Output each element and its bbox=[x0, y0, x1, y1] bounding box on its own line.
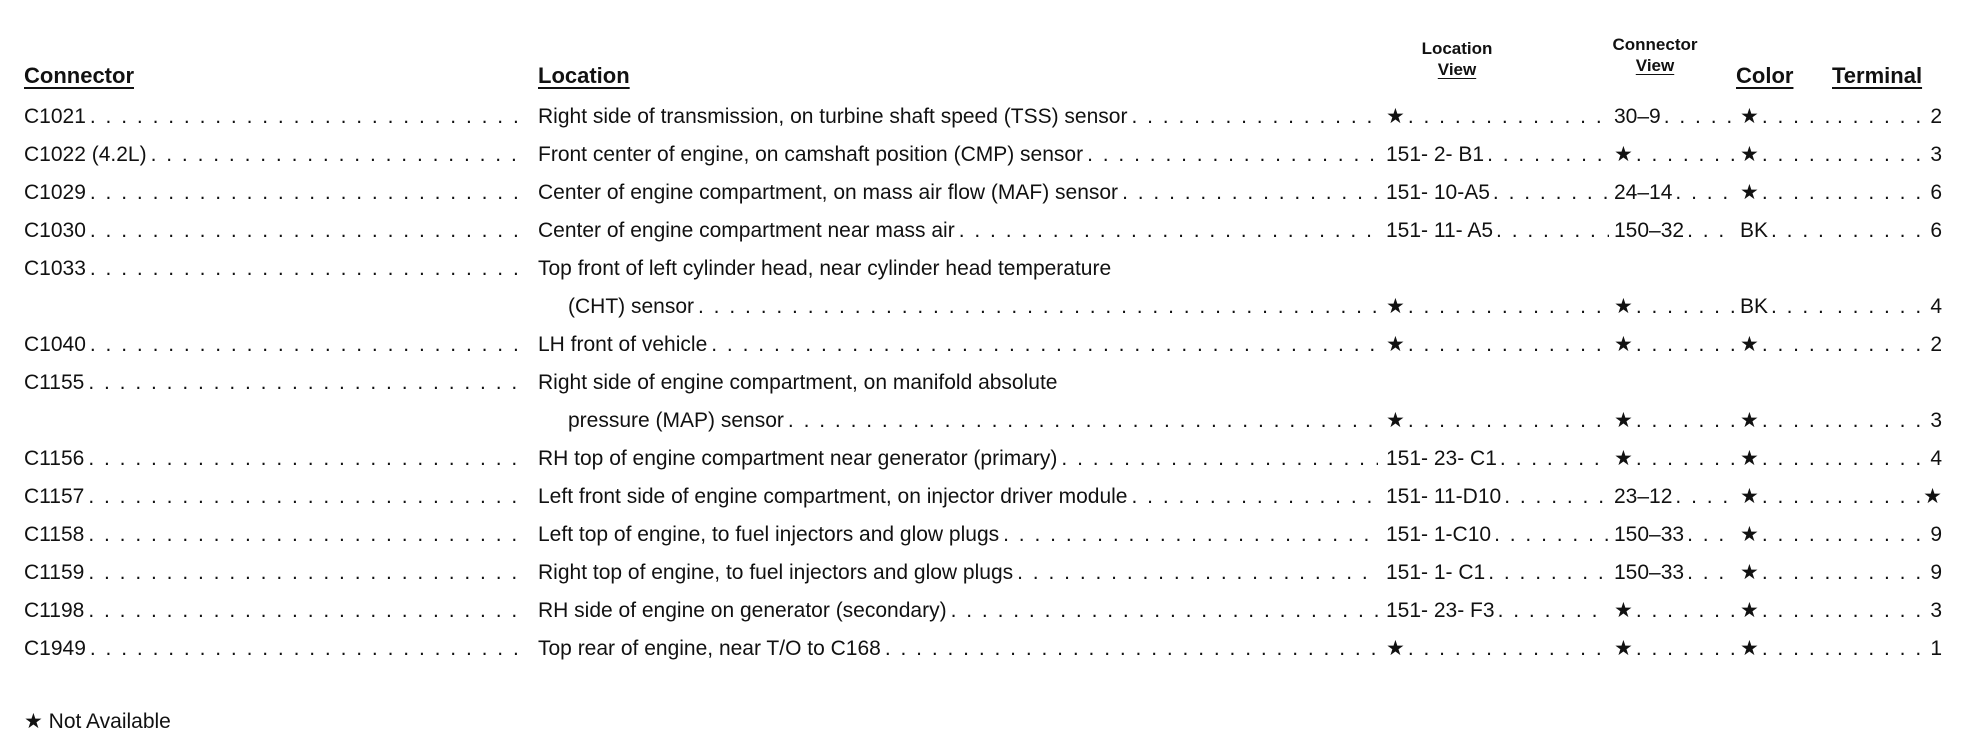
dot-leader bbox=[1687, 516, 1735, 554]
dot-leader bbox=[1131, 478, 1378, 516]
cell-terminal-text: 2 bbox=[1930, 333, 1942, 356]
dot-leader bbox=[88, 478, 526, 516]
cell-terminal-text: 4 bbox=[1930, 295, 1942, 318]
dot-leader bbox=[1636, 288, 1735, 326]
dot-leader bbox=[698, 288, 1378, 326]
cell-color-text: BK bbox=[1740, 295, 1769, 318]
cell-location-view bbox=[1386, 554, 1612, 592]
dot-leader bbox=[1837, 326, 1927, 364]
cell-connector bbox=[24, 174, 530, 212]
cell-location-view bbox=[1386, 326, 1612, 364]
cell-location bbox=[538, 630, 1382, 668]
cell-connector-view bbox=[1614, 212, 1738, 250]
cell-connector bbox=[24, 478, 530, 516]
cell-color-text: ★ bbox=[1740, 143, 1759, 166]
dot-leader bbox=[1762, 478, 1829, 516]
cell-location bbox=[538, 592, 1382, 630]
cell-terminal-text: 9 bbox=[1930, 523, 1942, 546]
header-connector-view bbox=[1590, 34, 1720, 76]
cell-terminal bbox=[1834, 554, 1942, 592]
dot-leader bbox=[1131, 98, 1378, 136]
cell-connector bbox=[24, 630, 530, 668]
cell-color-text: ★ bbox=[1740, 181, 1759, 204]
cell-location bbox=[538, 250, 1382, 288]
header-terminal: Terminal bbox=[1832, 63, 1923, 88]
cell-connector-text: C1029 bbox=[24, 181, 86, 204]
header-location-view bbox=[1392, 38, 1522, 80]
table-row bbox=[0, 288, 1962, 326]
table-row bbox=[0, 174, 1962, 212]
cell-connector bbox=[24, 212, 530, 250]
header-connector: Connector bbox=[24, 63, 134, 88]
dot-leader bbox=[1636, 440, 1735, 478]
cell-color bbox=[1740, 326, 1832, 364]
cell-location-text: Right top of engine, to fuel injectors and glow plugs bbox=[538, 561, 1014, 584]
table-row bbox=[0, 402, 1962, 440]
cell-color bbox=[1740, 212, 1832, 250]
cell-connector-text: C1033 bbox=[24, 257, 86, 280]
cell-terminal bbox=[1834, 478, 1942, 516]
cell-location-text: Center of engine compartment, on mass air flow (MAF) sensor bbox=[538, 181, 1119, 204]
cell-location-view-text: 151- 1-C10 bbox=[1386, 523, 1492, 546]
cell-color-text: ★ bbox=[1740, 105, 1759, 128]
cell-location-text: Top rear of engine, near T/O to C168 bbox=[538, 637, 881, 660]
cell-connector-view-text: ★ bbox=[1614, 143, 1633, 166]
cell-connector-text: C1198 bbox=[24, 599, 85, 622]
cell-location bbox=[538, 554, 1382, 592]
cell-connector-text: C1159 bbox=[24, 561, 85, 584]
table-row bbox=[0, 554, 1962, 592]
cell-color bbox=[1740, 516, 1832, 554]
dot-leader bbox=[1122, 174, 1378, 212]
table-row bbox=[0, 364, 1962, 402]
dot-leader bbox=[1636, 326, 1735, 364]
dot-leader bbox=[1017, 554, 1378, 592]
table-row bbox=[0, 516, 1962, 554]
header-location-view-top: Location bbox=[1421, 39, 1493, 58]
dot-leader bbox=[1837, 478, 1920, 516]
cell-connector-text: C1949 bbox=[24, 637, 86, 660]
dot-leader bbox=[1496, 212, 1609, 250]
cell-terminal-text: 3 bbox=[1930, 409, 1942, 432]
dot-leader bbox=[1498, 592, 1609, 630]
footnote-not-available: ★ Not Available bbox=[24, 710, 171, 733]
cell-location-view-text: 151- 2- B1 bbox=[1386, 143, 1485, 166]
cell-connector-view bbox=[1614, 402, 1738, 440]
cell-connector-view-text: ★ bbox=[1614, 447, 1633, 470]
cell-connector-view bbox=[1614, 440, 1738, 478]
cell-connector bbox=[24, 326, 530, 364]
dot-leader bbox=[90, 212, 526, 250]
cell-connector-text: C1021 bbox=[24, 105, 86, 128]
cell-location bbox=[538, 478, 1382, 516]
dot-leader bbox=[88, 592, 526, 630]
cell-connector-view-text: 150–32 bbox=[1614, 219, 1685, 242]
dot-leader bbox=[1675, 478, 1735, 516]
cell-location-view-text: 151- 11-D10 bbox=[1386, 485, 1502, 508]
cell-location-view-text: ★ bbox=[1386, 637, 1405, 660]
cell-location-text: (CHT) sensor bbox=[568, 295, 695, 318]
cell-color-text: ★ bbox=[1740, 447, 1759, 470]
cell-location-view-text: ★ bbox=[1386, 105, 1405, 128]
dot-leader bbox=[1762, 136, 1829, 174]
cell-location-text: Right side of engine compartment, on manifold absolute bbox=[538, 371, 1058, 394]
dot-leader bbox=[951, 592, 1378, 630]
cell-location-view bbox=[1386, 288, 1612, 326]
dot-leader bbox=[1408, 98, 1609, 136]
cell-terminal bbox=[1834, 288, 1942, 326]
cell-connector bbox=[24, 250, 530, 288]
cell-connector-view bbox=[1614, 136, 1738, 174]
cell-terminal-text: 2 bbox=[1930, 105, 1942, 128]
dot-leader bbox=[1762, 516, 1829, 554]
dot-leader bbox=[1837, 440, 1927, 478]
dot-leader bbox=[1837, 592, 1927, 630]
cell-location-text: LH front of vehicle bbox=[538, 333, 708, 356]
cell-connector-view-text: 150–33 bbox=[1614, 561, 1685, 584]
dot-leader bbox=[88, 516, 526, 554]
dot-leader bbox=[1837, 516, 1927, 554]
dot-leader bbox=[1664, 98, 1735, 136]
dot-leader bbox=[90, 250, 526, 288]
dot-leader bbox=[1762, 98, 1829, 136]
cell-location bbox=[538, 174, 1382, 212]
dot-leader bbox=[1003, 516, 1378, 554]
cell-location-text: Left top of engine, to fuel injectors and glow plugs bbox=[538, 523, 1000, 546]
cell-color-text: BK bbox=[1740, 219, 1769, 242]
cell-connector-view bbox=[1614, 592, 1738, 630]
dot-leader bbox=[1762, 554, 1829, 592]
dot-leader bbox=[1636, 592, 1735, 630]
cell-terminal bbox=[1834, 402, 1942, 440]
dot-leader bbox=[1675, 174, 1735, 212]
cell-color-text: ★ bbox=[1740, 409, 1759, 432]
cell-connector-view bbox=[1614, 630, 1738, 668]
cell-location-view bbox=[1386, 212, 1612, 250]
cell-color bbox=[1740, 98, 1832, 136]
cell-connector bbox=[24, 98, 530, 136]
dot-leader bbox=[1837, 174, 1927, 212]
dot-leader bbox=[1493, 174, 1609, 212]
cell-terminal bbox=[1834, 212, 1942, 250]
dot-leader bbox=[1504, 478, 1609, 516]
header-color: Color bbox=[1736, 63, 1794, 88]
cell-connector-view-text: 30–9 bbox=[1614, 105, 1661, 128]
dot-leader bbox=[1487, 136, 1609, 174]
dot-leader bbox=[1837, 98, 1927, 136]
cell-color-text: ★ bbox=[1740, 523, 1759, 546]
header-connector-view-top: Connector bbox=[1612, 35, 1698, 54]
dot-leader bbox=[1837, 212, 1927, 250]
cell-connector-text: C1155 bbox=[24, 371, 85, 394]
cell-location-text: Left front side of engine compartment, on injector driver module bbox=[538, 485, 1128, 508]
dot-leader bbox=[1408, 288, 1609, 326]
cell-connector bbox=[24, 516, 530, 554]
cell-terminal-text: ★ bbox=[1923, 485, 1942, 508]
cell-location-text: Front center of engine, on camshaft position (CMP) sensor bbox=[538, 143, 1084, 166]
dot-leader bbox=[1636, 630, 1735, 668]
cell-color-text: ★ bbox=[1740, 637, 1759, 660]
dot-leader bbox=[1762, 440, 1829, 478]
dot-leader bbox=[1837, 554, 1927, 592]
dot-leader bbox=[1636, 136, 1735, 174]
table-row bbox=[0, 478, 1962, 516]
cell-terminal bbox=[1834, 98, 1942, 136]
cell-location-text: Center of engine compartment near mass air bbox=[538, 219, 955, 242]
cell-terminal-text: 3 bbox=[1930, 143, 1942, 166]
cell-location-view-text: ★ bbox=[1386, 409, 1405, 432]
cell-location-view-text: 151- 11- A5 bbox=[1386, 219, 1494, 242]
cell-connector-view-text: 23–12 bbox=[1614, 485, 1673, 508]
dot-leader bbox=[151, 136, 526, 174]
dot-leader bbox=[90, 98, 526, 136]
cell-terminal-text: 1 bbox=[1930, 637, 1942, 660]
cell-location-text: Top front of left cylinder head, near cylinder head temperature bbox=[538, 257, 1112, 280]
cell-connector-view bbox=[1614, 288, 1738, 326]
cell-connector-view bbox=[1614, 478, 1738, 516]
dot-leader bbox=[1762, 174, 1829, 212]
dot-leader bbox=[885, 630, 1378, 668]
cell-location-view-text: 151- 23- F3 bbox=[1386, 599, 1495, 622]
table-row bbox=[0, 212, 1962, 250]
cell-connector-view-text: 150–33 bbox=[1614, 523, 1685, 546]
table-row bbox=[0, 630, 1962, 668]
cell-connector bbox=[24, 554, 530, 592]
cell-color bbox=[1740, 440, 1832, 478]
cell-connector-view-text: ★ bbox=[1614, 409, 1633, 432]
dot-leader bbox=[1762, 630, 1829, 668]
cell-location-view bbox=[1386, 98, 1612, 136]
cell-location-view bbox=[1386, 478, 1612, 516]
header-connector-view-bottom: View bbox=[1635, 56, 1675, 75]
dot-leader bbox=[1687, 554, 1735, 592]
cell-location-view bbox=[1386, 440, 1612, 478]
cell-color-text: ★ bbox=[1740, 333, 1759, 356]
header-location: Location bbox=[538, 63, 630, 88]
dot-leader bbox=[1771, 212, 1829, 250]
cell-connector-view-text: 24–14 bbox=[1614, 181, 1673, 204]
cell-connector-text: C1156 bbox=[24, 447, 85, 470]
cell-connector-view-text: ★ bbox=[1614, 295, 1633, 318]
cell-color bbox=[1740, 630, 1832, 668]
cell-terminal bbox=[1834, 440, 1942, 478]
cell-connector-view-text: ★ bbox=[1614, 599, 1633, 622]
table-row bbox=[0, 326, 1962, 364]
cell-location-view-text: 151- 10-A5 bbox=[1386, 181, 1490, 204]
cell-color bbox=[1740, 136, 1832, 174]
dot-leader bbox=[1087, 136, 1378, 174]
cell-location-view-text: 151- 23- C1 bbox=[1386, 447, 1497, 470]
cell-connector bbox=[24, 592, 530, 630]
cell-terminal-text: 9 bbox=[1930, 561, 1942, 584]
cell-terminal-text: 3 bbox=[1930, 599, 1942, 622]
dot-leader bbox=[711, 326, 1378, 364]
cell-connector-view bbox=[1614, 516, 1738, 554]
dot-leader bbox=[959, 212, 1378, 250]
dot-leader bbox=[88, 440, 526, 478]
dot-leader bbox=[1762, 326, 1829, 364]
cell-terminal-text: 4 bbox=[1930, 447, 1942, 470]
cell-color-text: ★ bbox=[1740, 485, 1759, 508]
cell-location bbox=[538, 326, 1382, 364]
cell-location bbox=[568, 288, 1382, 326]
cell-connector-view bbox=[1614, 98, 1738, 136]
cell-location bbox=[538, 98, 1382, 136]
dot-leader bbox=[1408, 402, 1609, 440]
dot-leader bbox=[1837, 630, 1927, 668]
cell-terminal bbox=[1834, 136, 1942, 174]
dot-leader bbox=[1500, 440, 1609, 478]
table-row bbox=[0, 136, 1962, 174]
cell-location-view bbox=[1386, 402, 1612, 440]
dot-leader bbox=[1408, 326, 1609, 364]
cell-location bbox=[538, 136, 1382, 174]
cell-location-view-text: 151- 1- C1 bbox=[1386, 561, 1486, 584]
cell-color bbox=[1740, 554, 1832, 592]
cell-connector-view bbox=[1614, 174, 1738, 212]
table-row bbox=[0, 440, 1962, 478]
cell-connector-view bbox=[1614, 326, 1738, 364]
cell-location-view bbox=[1386, 516, 1612, 554]
cell-connector-text: C1158 bbox=[24, 523, 85, 546]
cell-terminal bbox=[1834, 326, 1942, 364]
header-location-view-bottom: View bbox=[1437, 60, 1477, 79]
cell-location-text: pressure (MAP) sensor bbox=[568, 409, 784, 432]
dot-leader bbox=[1687, 212, 1735, 250]
cell-terminal bbox=[1834, 630, 1942, 668]
cell-location bbox=[538, 212, 1382, 250]
dot-leader bbox=[90, 326, 526, 364]
cell-location-view bbox=[1386, 136, 1612, 174]
cell-color bbox=[1740, 592, 1832, 630]
cell-connector-text: C1157 bbox=[24, 485, 85, 508]
dot-leader bbox=[1771, 288, 1829, 326]
cell-connector bbox=[24, 364, 530, 402]
cell-location bbox=[538, 440, 1382, 478]
dot-leader bbox=[1762, 592, 1829, 630]
table-row bbox=[0, 98, 1962, 136]
cell-terminal bbox=[1834, 516, 1942, 554]
cell-location-view bbox=[1386, 630, 1612, 668]
cell-location bbox=[568, 402, 1382, 440]
cell-color bbox=[1740, 174, 1832, 212]
dot-leader bbox=[1494, 516, 1609, 554]
cell-connector bbox=[24, 440, 530, 478]
dot-leader bbox=[1488, 554, 1609, 592]
dot-leader bbox=[1636, 402, 1735, 440]
cell-connector-view-text: ★ bbox=[1614, 637, 1633, 660]
cell-terminal-text: 6 bbox=[1930, 219, 1942, 242]
cell-connector-text: C1030 bbox=[24, 219, 86, 242]
table-row bbox=[0, 250, 1962, 288]
cell-terminal bbox=[1834, 592, 1942, 630]
dot-leader bbox=[1837, 136, 1927, 174]
cell-connector bbox=[24, 136, 530, 174]
dot-leader bbox=[1837, 402, 1927, 440]
cell-location bbox=[538, 516, 1382, 554]
dot-leader bbox=[88, 364, 526, 402]
dot-leader bbox=[1061, 440, 1378, 478]
cell-connector-text: C1022 (4.2L) bbox=[24, 143, 147, 166]
cell-location-view bbox=[1386, 174, 1612, 212]
cell-location-text: RH side of engine on generator (secondary) bbox=[538, 599, 947, 622]
cell-connector-text: C1040 bbox=[24, 333, 86, 356]
cell-color-text: ★ bbox=[1740, 599, 1759, 622]
dot-leader bbox=[1837, 288, 1927, 326]
cell-location-view-text: ★ bbox=[1386, 295, 1405, 318]
cell-location bbox=[538, 364, 1382, 402]
cell-color bbox=[1740, 478, 1832, 516]
cell-terminal-text: 6 bbox=[1930, 181, 1942, 204]
dot-leader bbox=[788, 402, 1378, 440]
cell-location-text: RH top of engine compartment near generator (primary) bbox=[538, 447, 1058, 470]
dot-leader bbox=[90, 630, 526, 668]
table-row bbox=[0, 592, 1962, 630]
dot-leader bbox=[1762, 402, 1829, 440]
cell-terminal bbox=[1834, 174, 1942, 212]
cell-location-view-text: ★ bbox=[1386, 333, 1405, 356]
cell-location-text: Right side of transmission, on turbine shaft speed (TSS) sensor bbox=[538, 105, 1128, 128]
dot-leader bbox=[1408, 630, 1609, 668]
cell-connector-view bbox=[1614, 554, 1738, 592]
cell-color bbox=[1740, 288, 1832, 326]
cell-location-view bbox=[1386, 592, 1612, 630]
dot-leader bbox=[90, 174, 526, 212]
dot-leader bbox=[88, 554, 526, 592]
cell-color-text: ★ bbox=[1740, 561, 1759, 584]
cell-connector-view-text: ★ bbox=[1614, 333, 1633, 356]
cell-color bbox=[1740, 402, 1832, 440]
